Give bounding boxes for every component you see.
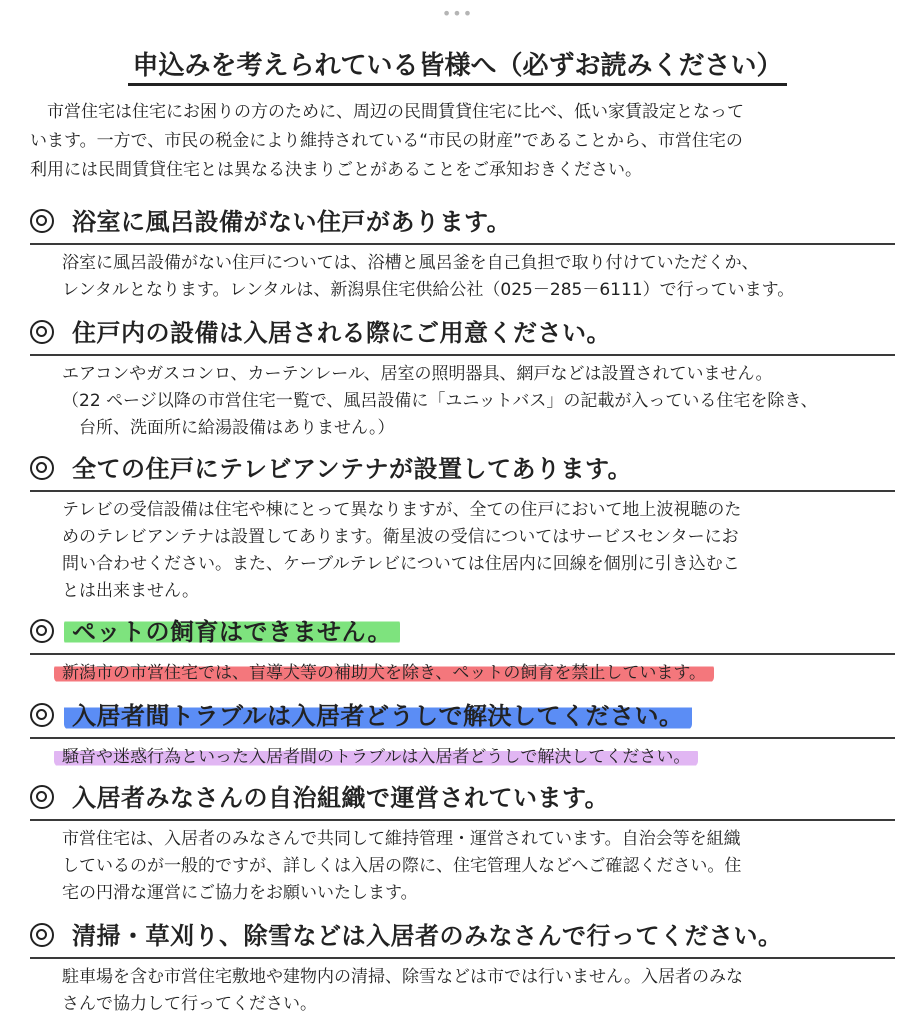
section-body-line: しているのが一般的ですが、詳しくは入居の際に、住宅管理人などへご確認ください。住 bbox=[62, 856, 742, 876]
section-heading bbox=[30, 918, 895, 958]
section-body-line: レンタルとなります。レンタルは、新潟県住宅供給公社（025－285－6111）で行っています。 bbox=[62, 280, 795, 300]
green-highlight: ペットの飼育はできません。 bbox=[64, 618, 400, 646]
section-body-line: めのテレビアンテナは設置してあります。衛星波の受信についてはサービスセンターにお bbox=[62, 527, 739, 547]
section-cleaning bbox=[30, 918, 895, 1018]
section-heading-text: 清掃・草刈り、除雪などは入居者のみなさんで行ってください。 bbox=[72, 922, 783, 950]
section-body-line: 問い合わせください。また、ケーブルテレビについては住居内に回線を個別に引き込むこ bbox=[62, 554, 740, 574]
section-heading-text bbox=[72, 614, 400, 650]
blue-highlight: 入居者間トラブルは入居者どうしで解決してください。 bbox=[64, 702, 692, 730]
section-body bbox=[30, 250, 892, 304]
section-divider bbox=[30, 819, 895, 821]
double-circle-icon bbox=[30, 619, 54, 643]
section-body bbox=[30, 361, 892, 442]
section-heading-text bbox=[72, 698, 692, 734]
section-heading-text: 入居者みなさんの自治組織で運営されています。 bbox=[72, 784, 610, 812]
section-body-line: エアコンやガスコンロ、カーテンレール、居室の照明器具、網戸などは設置されていません。 bbox=[62, 364, 773, 384]
section-heading bbox=[30, 614, 895, 654]
section-body bbox=[30, 744, 892, 771]
section-body-line: 宅の円滑な運営にご協力をお願いいたします。 bbox=[62, 883, 418, 903]
section-body bbox=[30, 660, 892, 687]
more-options-icon[interactable]: ••• bbox=[441, 4, 474, 23]
intro-line: います。一方で、市民の税金により維持されている“市民の財産”であることから、市営住宅の bbox=[30, 131, 743, 151]
section-body-line: （22 ページ以降の市営住宅一覧で、風呂設備に「ユニットバス」の記載が入っている住宅を除き、 bbox=[62, 391, 818, 411]
section-heading bbox=[30, 204, 895, 244]
section-heading bbox=[30, 780, 895, 820]
section-body-line: 台所、洗面所に給湯設備はありません。） bbox=[62, 418, 395, 438]
section-divider bbox=[30, 653, 895, 655]
double-circle-icon bbox=[30, 923, 54, 947]
section-heading bbox=[30, 698, 895, 738]
section-body-line: 浴室に風呂設備がない住戸については、浴槽と風呂釜を自己負担で取り付けていただくか、 bbox=[62, 253, 759, 273]
section-body-line: 市営住宅は、入居者のみなさんで共同して維持管理・運営されています。自治会等を組織 bbox=[62, 829, 741, 849]
section-self-governing bbox=[30, 780, 895, 907]
section-divider bbox=[30, 490, 895, 492]
red-highlight: 新潟市の市営住宅では、盲導犬等の補助犬を除き、ペットの飼育を禁止しています。 bbox=[54, 663, 714, 683]
page-title bbox=[0, 46, 915, 86]
section-divider bbox=[30, 354, 895, 356]
section-body-line: さんで協力して行ってください。 bbox=[62, 994, 317, 1014]
section-body-line: テレビの受信設備は住宅や棟にとって異なりますが、全ての住戸において地上波視聴のた bbox=[62, 500, 742, 520]
section-divider bbox=[30, 957, 895, 959]
double-circle-icon bbox=[30, 703, 54, 727]
page-title-text: 申込みを考えられている皆様へ（必ずお読みください） bbox=[128, 51, 786, 86]
double-circle-icon bbox=[30, 785, 54, 809]
double-circle-icon bbox=[30, 320, 54, 344]
violet-highlight: 騒音や迷惑行為といった入居者間のトラブルは入居者どうしで解決してください。 bbox=[54, 747, 698, 767]
section-resident-trouble bbox=[30, 698, 895, 771]
section-tv-antenna bbox=[30, 451, 895, 605]
intro-paragraph bbox=[30, 98, 892, 185]
intro-line: 利用には民間賃貸住宅とは異なる決まりごとがあることをご承知おきください。 bbox=[30, 160, 642, 180]
section-heading-text: 全ての住戸にテレビアンテナが設置してあります。 bbox=[72, 455, 633, 483]
section-heading bbox=[30, 315, 895, 355]
section-body bbox=[30, 826, 892, 907]
section-body-line: 駐車場を含む市営住宅敷地や建物内の清掃、除雪などは市では行いません。入居者のみな bbox=[62, 967, 744, 987]
section-heading-text: 住戸内の設備は入居される際にご用意ください。 bbox=[72, 319, 611, 347]
section-body bbox=[30, 964, 892, 1018]
section-bath-equipment bbox=[30, 204, 895, 304]
intro-line: 市営住宅は住宅にお困りの方のために、周辺の民間賃貸住宅に比べ、低い家賃設定となって bbox=[30, 102, 744, 122]
section-no-pets bbox=[30, 614, 895, 687]
double-circle-icon bbox=[30, 209, 54, 233]
section-body bbox=[30, 497, 892, 605]
section-body-line: とは出来ません。 bbox=[62, 581, 200, 601]
section-body-line bbox=[62, 660, 892, 687]
section-body-line bbox=[62, 744, 892, 771]
section-heading bbox=[30, 451, 895, 491]
section-divider bbox=[30, 737, 895, 739]
section-divider bbox=[30, 243, 895, 245]
double-circle-icon bbox=[30, 456, 54, 480]
section-unit-equipment bbox=[30, 315, 895, 442]
section-heading-text: 浴室に風呂設備がない住戸があります。 bbox=[72, 208, 512, 236]
